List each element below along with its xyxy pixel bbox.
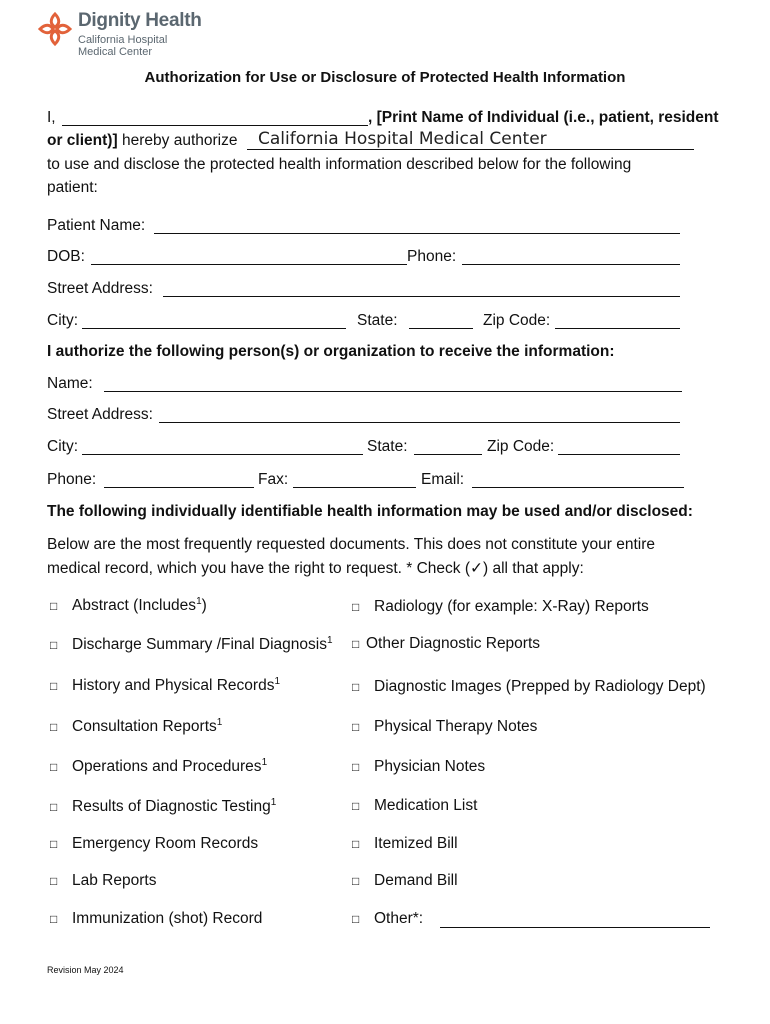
right-option-row[interactable] — [352, 718, 537, 736]
right-option-row[interactable] — [352, 835, 458, 853]
option-label: Demand Bill — [374, 872, 458, 889]
option-label: Medication List — [374, 797, 478, 814]
option-label: Other Diagnostic Reports — [366, 635, 541, 652]
checkbox[interactable]: □ — [50, 679, 58, 694]
option-label: Physician Notes — [374, 758, 486, 775]
option-label: Emergency Room Records — [72, 835, 259, 852]
option-label: Itemized Bill — [374, 835, 458, 852]
recipient-fax-label: Fax: — [258, 471, 289, 488]
left-option-row[interactable] — [50, 596, 207, 615]
recipient-zip-line[interactable] — [558, 454, 680, 455]
footnote-marker: 1 — [326, 635, 333, 646]
option-label: History and Physical Records — [72, 677, 275, 695]
dob-line[interactable] — [91, 264, 407, 265]
checkbox[interactable]: □ — [50, 638, 58, 653]
patient-name-line[interactable] — [154, 233, 680, 234]
checkbox[interactable]: □ — [50, 599, 58, 614]
recipient-street-label: Street Address: — [47, 406, 153, 423]
checkbox[interactable]: □ — [50, 760, 58, 775]
recipient-name-line[interactable] — [104, 391, 682, 392]
left-option-row[interactable] — [50, 717, 222, 736]
intro-line-4: patient: — [47, 179, 98, 196]
right-option-row[interactable] — [352, 797, 477, 815]
info-description-line-2: medical record, which you have the right to request. * Check (✓) all that apply: — [47, 560, 584, 577]
right-option-row[interactable] — [352, 598, 649, 616]
option-label: Immunization (shot) Record — [72, 910, 263, 927]
recipient-heading: I authorize the following person(s) or organization to receive the information: — [47, 343, 615, 360]
option-label: Results of Diagnostic Testing — [72, 798, 271, 816]
authorized-entity-line[interactable] — [247, 149, 694, 150]
revision-footer: Revision May 2024 — [47, 965, 124, 975]
left-option-row[interactable] — [50, 635, 333, 654]
option-label: Diagnostic Images (Prepped by Radiology Dept) — [374, 678, 706, 695]
left-option-row[interactable] — [50, 910, 262, 928]
left-option-row[interactable] — [50, 797, 276, 816]
intro-line-3: to use and disclose the protected health information described below for the following — [47, 156, 632, 173]
option-label: Lab Reports — [72, 872, 157, 889]
checkbox[interactable]: □ — [352, 874, 360, 888]
logo-flower-icon — [36, 10, 74, 48]
checkbox[interactable]: □ — [352, 837, 360, 851]
footnote-marker: 1 — [270, 797, 277, 808]
right-option-row[interactable] — [352, 872, 458, 890]
checkbox[interactable]: □ — [50, 720, 58, 735]
left-option-row[interactable] — [50, 676, 280, 695]
dob-label: DOB: — [47, 248, 85, 265]
recipient-city-line[interactable] — [82, 454, 363, 455]
checkbox[interactable]: □ — [50, 912, 58, 926]
patient-name-label: Patient Name: — [47, 217, 146, 234]
recipient-email-line[interactable] — [472, 487, 684, 488]
info-heading: The following individually identifiable health information may be used and/or disclosed: — [47, 503, 693, 520]
facility-line-1: California Hospital — [78, 34, 168, 46]
option-label: Consultation Reports — [72, 718, 217, 736]
patient-city-line[interactable] — [82, 328, 346, 329]
patient-street-label: Street Address: — [47, 280, 153, 297]
dignity-health-logo — [36, 10, 74, 53]
info-description-line-1: Below are the most frequently requested documents. This does not constitute your entire — [47, 536, 655, 553]
footnote-marker: 1 — [274, 676, 281, 687]
footnote-marker: 1 — [261, 757, 268, 768]
checkbox[interactable]: □ — [352, 720, 360, 734]
recipient-fax-line[interactable] — [293, 487, 416, 488]
patient-phone-label: Phone: — [407, 248, 457, 265]
patient-street-line[interactable] — [163, 296, 680, 297]
checkbox[interactable]: □ — [50, 837, 58, 851]
footnote-marker: 1 — [216, 717, 223, 728]
left-option-row[interactable] — [50, 835, 258, 853]
authorized-entity-value[interactable]: California Hospital Medical Center — [258, 129, 547, 149]
checkbox[interactable]: □ — [352, 799, 360, 813]
facility-line-2: Medical Center — [78, 46, 152, 58]
checkbox[interactable]: □ — [50, 874, 58, 888]
patient-state-line[interactable] — [409, 328, 473, 329]
print-name-line[interactable] — [62, 125, 368, 126]
recipient-city-label: City: — [47, 438, 78, 455]
checkbox[interactable]: □ — [352, 760, 360, 774]
recipient-name-label: Name: — [47, 375, 93, 392]
option-label: Other*: — [374, 910, 424, 927]
left-option-row[interactable] — [50, 757, 267, 776]
option-label: Operations and Procedures — [72, 758, 262, 776]
option-suffix: ) — [201, 597, 207, 615]
recipient-street-line[interactable] — [159, 422, 680, 423]
checkbox[interactable]: □ — [352, 680, 360, 694]
patient-state-label: State: — [357, 312, 398, 329]
patient-zip-line[interactable] — [555, 328, 680, 329]
right-option-row[interactable] — [352, 758, 485, 776]
other-specify-line[interactable] — [440, 927, 710, 928]
option-label: Discharge Summary /Final Diagnosis — [72, 636, 327, 654]
checkbox[interactable]: □ — [352, 600, 360, 614]
patient-phone-line[interactable] — [462, 264, 680, 265]
option-label: Radiology (for example: X-Ray) Reports — [374, 598, 649, 615]
patient-city-label: City: — [47, 312, 78, 329]
checkbox[interactable]: □ — [352, 637, 360, 651]
option-label: Abstract (Includes — [72, 597, 197, 615]
hereby-authorize-label: hereby authorize — [122, 132, 238, 149]
recipient-zip-label: Zip Code: — [487, 438, 555, 455]
org-name: Dignity Health — [78, 10, 202, 31]
recipient-email-label: Email: — [421, 471, 465, 488]
right-option-row[interactable] — [352, 910, 423, 928]
right-option-row[interactable] — [352, 635, 540, 653]
recipient-state-line[interactable] — [414, 454, 482, 455]
option-label: Physical Therapy Notes — [374, 718, 538, 735]
recipient-phone-line[interactable] — [104, 487, 254, 488]
checkbox[interactable]: □ — [352, 912, 360, 926]
form-title: Authorization for Use or Disclosure of Protected Health Information — [144, 69, 626, 86]
footnote-marker: 1 — [196, 596, 202, 607]
print-name-label: , [Print Name of Individual (i.e., patient, resident — [368, 109, 719, 126]
left-option-row[interactable] — [50, 872, 156, 890]
intro-prefix: I, — [47, 109, 56, 126]
recipient-state-label: State: — [367, 438, 408, 455]
patient-zip-label: Zip Code: — [483, 312, 551, 329]
or-client-label: or client)] — [47, 132, 118, 149]
checkbox[interactable]: □ — [50, 800, 58, 815]
recipient-phone-label: Phone: — [47, 471, 97, 488]
right-option-row[interactable] — [352, 678, 706, 696]
